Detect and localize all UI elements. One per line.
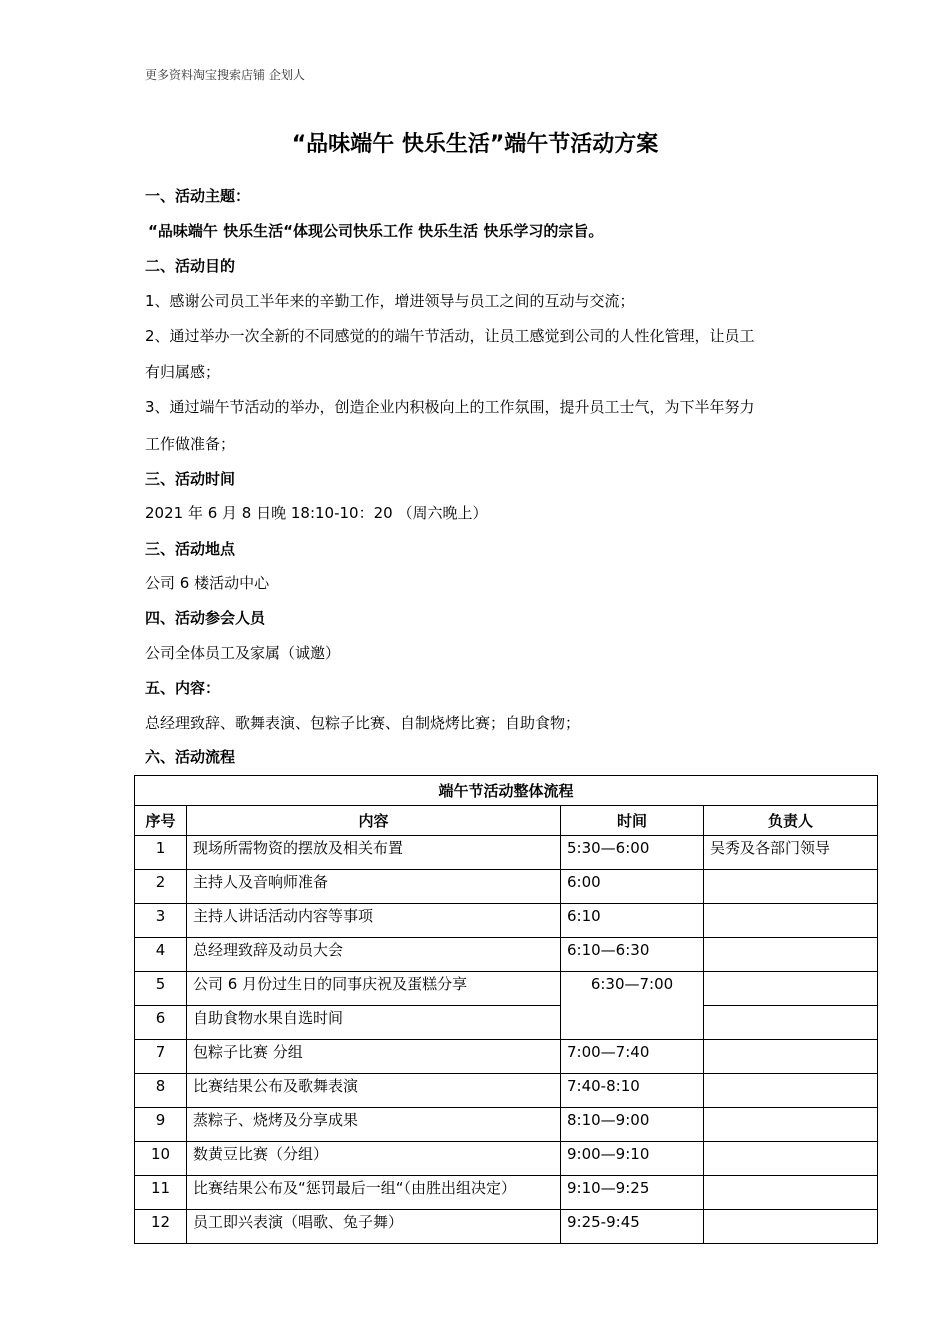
row-content: 包粽子比赛 分组 [187, 1040, 561, 1074]
row-owner [704, 904, 878, 938]
row-time: 5:30—6:00 [561, 836, 704, 870]
column-header-owner: 负责人 [704, 806, 878, 836]
table-row [135, 836, 878, 870]
row-number: 11 [135, 1176, 187, 1210]
row-owner [704, 1210, 878, 1244]
row-number: 9 [135, 1108, 187, 1142]
row-content: 自助食物水果自选时间 [187, 1006, 561, 1040]
purpose-item-2-line2: 有归属感； [145, 363, 221, 381]
row-number: 7 [135, 1040, 187, 1074]
content-text: 总经理致辞、歌舞表演、包粽子比赛、自制烧烤比赛；自助食物； [145, 714, 581, 732]
row-number: 5 [135, 972, 187, 1006]
row-time: 6:10 [561, 904, 704, 938]
row-owner [704, 1040, 878, 1074]
row-number: 6 [135, 1006, 187, 1040]
row-number: 4 [135, 938, 187, 972]
column-header-time: 时间 [561, 806, 704, 836]
table-row [135, 1040, 878, 1074]
row-owner [704, 1006, 878, 1040]
purpose-item-3-line2: 工作做准备； [145, 435, 236, 453]
content-heading: 五、内容： [145, 679, 221, 697]
table-row [135, 1210, 878, 1244]
purpose-item-2-line1: 2、通过举办一次全新的不同感觉的的端午节活动，让员工感觉到公司的人性化管理，让员工 [145, 327, 755, 345]
row-content: 主持人讲话活动内容等事项 [187, 904, 561, 938]
document-title: “品味端午 快乐生活”端午节活动方案 [291, 132, 659, 157]
row-owner [704, 1142, 878, 1176]
table-row [135, 870, 878, 904]
row-number: 10 [135, 1142, 187, 1176]
table-caption: 端午节活动整体流程 [135, 776, 878, 806]
table-row [135, 1176, 878, 1210]
theme-text: “品味端午 快乐生活“体现公司快乐工作 快乐生活 快乐学习的宗旨。 [148, 222, 604, 240]
row-content: 公司 6 月份过生日的同事庆祝及蛋糕分享 [187, 972, 561, 1006]
table-row [135, 1006, 878, 1040]
table-row [135, 972, 878, 1006]
table-row [135, 1142, 878, 1176]
time-text: 2021 年 6 月 8 日晚 18:10-10：20 （周六晚上） [145, 504, 488, 522]
row-owner [704, 938, 878, 972]
row-owner [704, 1176, 878, 1210]
row-content: 比赛结果公布及歌舞表演 [187, 1074, 561, 1108]
row-time: 6:30—7:00 [561, 972, 704, 1040]
header-note: 更多资料淘宝搜索店铺 企划人 [145, 68, 305, 82]
row-time: 9:00—9:10 [561, 1142, 704, 1176]
people-heading: 四、活动参会人员 [145, 609, 266, 627]
row-time: 9:10—9:25 [561, 1176, 704, 1210]
row-owner [704, 1108, 878, 1142]
row-number: 2 [135, 870, 187, 904]
row-owner [704, 1074, 878, 1108]
activity-flow-table [134, 775, 878, 1244]
row-time: 8:10—9:00 [561, 1108, 704, 1142]
row-content: 比赛结果公布及“惩罚最后一组“（由胜出组决定） [187, 1176, 561, 1210]
purpose-heading: 二、活动目的 [145, 257, 236, 275]
table-row [135, 1074, 878, 1108]
row-number: 12 [135, 1210, 187, 1244]
column-header-content: 内容 [187, 806, 561, 836]
row-owner [704, 972, 878, 1006]
row-content: 现场所需物资的摆放及相关布置 [187, 836, 561, 870]
theme-heading: 一、活动主题： [145, 187, 251, 205]
table-row [135, 938, 878, 972]
row-number: 8 [135, 1074, 187, 1108]
table-header-row [135, 806, 878, 836]
row-content: 员工即兴表演（唱歌、兔子舞） [187, 1210, 561, 1244]
row-time: 6:00 [561, 870, 704, 904]
row-time: 6:10—6:30 [561, 938, 704, 972]
table-row [135, 904, 878, 938]
place-text: 公司 6 楼活动中心 [145, 574, 270, 592]
people-text: 公司全体员工及家属（诚邀） [145, 644, 341, 662]
place-heading: 三、活动地点 [145, 540, 236, 558]
flow-heading: 六、活动流程 [145, 748, 236, 766]
row-number: 1 [135, 836, 187, 870]
purpose-item-3-line1: 3、通过端午节活动的举办，创造企业内积极向上的工作氛围，提升员工士气，为下半年努力 [145, 398, 755, 416]
row-content: 总经理致辞及动员大会 [187, 938, 561, 972]
row-content: 主持人及音响师准备 [187, 870, 561, 904]
row-content: 数黄豆比赛（分组） [187, 1142, 561, 1176]
row-time: 9:25-9:45 [561, 1210, 704, 1244]
column-header-no: 序号 [135, 806, 187, 836]
row-time: 7:40-8:10 [561, 1074, 704, 1108]
row-owner: 吴秀及各部门领导 [704, 836, 878, 870]
row-time: 7:00—7:40 [561, 1040, 704, 1074]
purpose-item-1: 1、感谢公司员工半年来的辛勤工作，增进领导与员工之间的互动与交流； [145, 292, 635, 310]
row-owner [704, 870, 878, 904]
row-content: 蒸粽子、烧烤及分享成果 [187, 1108, 561, 1142]
time-heading: 三、活动时间 [145, 470, 236, 488]
table-row [135, 1108, 878, 1142]
row-number: 3 [135, 904, 187, 938]
